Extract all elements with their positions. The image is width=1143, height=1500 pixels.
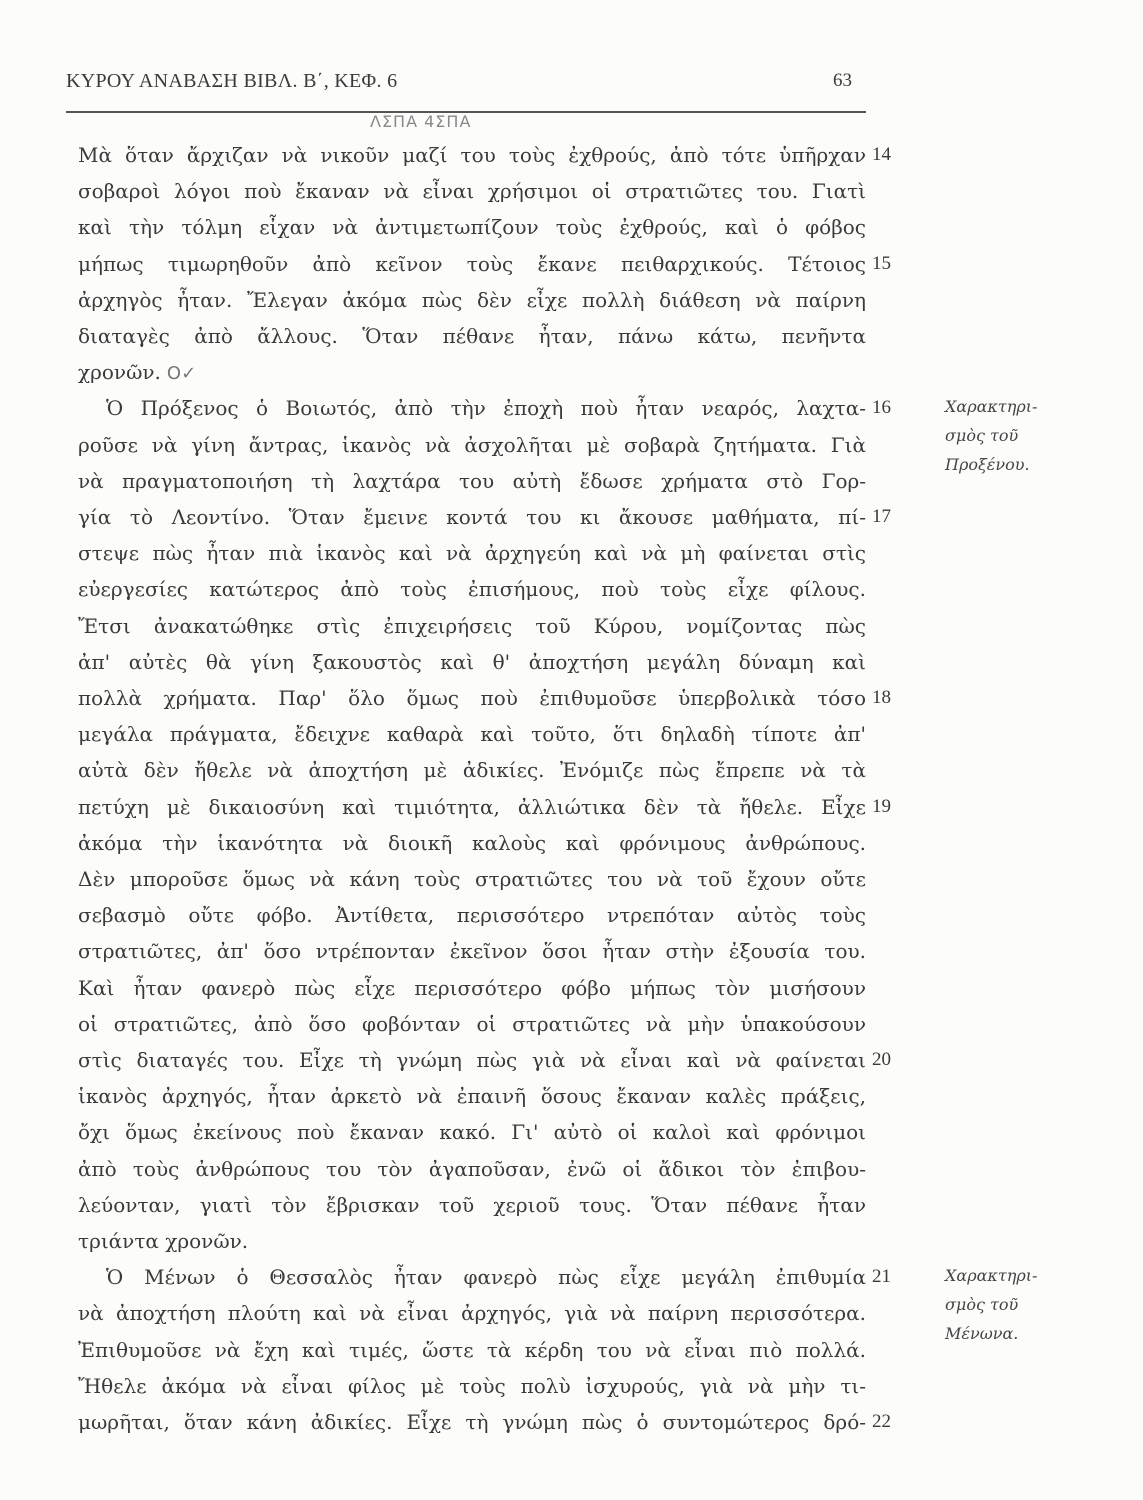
text-line-content: ἀκόμα τὴν ἱκανότητα νὰ διοικῆ καλοὺς καὶ φρόνιμους ἀνθρώπους. — [78, 830, 866, 855]
text-line — [78, 469, 866, 493]
text-line-content: ροῦσε νὰ γίνη ἄντρας, ἱκανὸς νὰ ἀσχολῆται μὲ σοβαρὰ ζητήματα. Γιὰ — [78, 432, 866, 457]
text-line — [78, 976, 866, 1000]
margin-note-line: σμὸς τοῦ — [945, 1295, 1019, 1315]
margin-note-line: σμὸς τοῦ — [945, 426, 1019, 446]
handwritten-check-mark: O✓ — [166, 363, 197, 385]
text-line — [78, 577, 866, 601]
text-line — [78, 324, 866, 348]
text-line — [78, 939, 866, 963]
text-line-content: μωρῆται, ὅταν κάνη ἀδικίες. Εἶχε τὴ γνώμη πὼς ὁ συντομώτερος δρό- — [78, 1410, 866, 1434]
margin-note — [945, 392, 1037, 479]
text-line — [78, 614, 866, 638]
text-line-content: ἀπ' αὐτὲς θὰ γίνη ξακουστὸς καὶ θ' ἀποχτήση μεγάλη δύναμη καὶ — [78, 649, 866, 674]
text-line-content: ἀπὸ τοὺς ἀνθρώπους του τὸν ἀγαποῦσαν, ἐνῶ οἱ ἄδικοι τὸν ἐπιβου- — [78, 1156, 866, 1181]
text-line-content: ὄχι ὅμως ἐκείνους ποὺ ἔκαναν κακό. Γι' αὐτὸ οἱ καλοὶ καὶ φρόνιμοι — [78, 1120, 866, 1145]
text-line-content: τριάντα χρονῶν. — [78, 1229, 249, 1253]
section-number: 22 — [872, 1411, 891, 1432]
text-line-content: εὐεργεσίες κατώτερος ἀπὸ τοὺς ἐπισήμους, ποὺ τοὺς εἶχε φίλους. — [78, 577, 866, 602]
text-line — [78, 1374, 866, 1398]
text-line — [78, 360, 866, 386]
text-line — [78, 903, 866, 927]
text-line-content: μεγάλα πράγματα, ἔδειχνε καθαρὰ καὶ τοῦτο, ὅτι δηλαδὴ τίποτε ἀπ' — [78, 722, 866, 747]
text-line-content: στρατιῶτες, ἀπ' ὅσο ντρέπονταν ἐκεῖνον ὅσοι ἦταν στὴν ἐξουσία του. — [78, 939, 866, 964]
text-line-content: μήπως τιμωρηθοῦν ἀπὸ κεῖνον τοὺς ἔκανε πειθαρχικούς. Τέτοιος — [78, 251, 866, 276]
text-line — [78, 179, 866, 203]
text-line-content: Ἔτσι ἀνακατώθηκε στὶς ἐπιχειρήσεις τοῦ Κύρου, νομίζοντας πὼς — [78, 613, 866, 638]
text-line-content: Ὁ Μένων ὁ Θεσσαλὸς ἦταν φανερὸ πὼς εἶχε μεγάλη ἐπιθυμία — [106, 1265, 866, 1290]
text-line-content: πετύχη μὲ δικαιοσύνη καὶ τιμιότητα, ἀλλιώτικα δὲν τὰ ἤθελε. Εἶχε — [78, 794, 866, 819]
text-line-content: ἀρχηγὸς ἦταν. Ἔλεγαν ἀκόμα πὼς δὲν εἶχε πολλὴ διάθεση νὰ παίρνη — [78, 287, 866, 312]
text-line — [78, 541, 866, 565]
text-line — [78, 1120, 866, 1144]
text-line — [78, 650, 866, 674]
text-line-content: λεύονταν, γιατὶ τὸν ἔβρισκαν τοῦ χεριοῦ τους. Ὅταν πέθανε ἦταν — [78, 1192, 866, 1217]
section-number: 18 — [872, 687, 891, 708]
section-number: 14 — [872, 144, 891, 165]
text-line — [78, 252, 866, 276]
text-line-content: οἱ στρατιῶτες, ἀπὸ ὅσο φοβόνταν οἱ στρατιῶτες νὰ μὴν ὑπακούσουν — [78, 1011, 866, 1036]
text-line-content: στεψε πὼς ἦταν πιὰ ἱκανὸς καὶ νὰ ἀρχηγεύη καὶ νὰ μὴ φαίνεται στὶς — [78, 541, 866, 566]
text-line-content: ἱκανὸς ἀρχηγός, ἦταν ἀρκετὸ νὰ ἐπαινῆ ὅσους ἔκαναν καλὲς πράξεις, — [78, 1084, 866, 1109]
text-line-content: Ὁ Πρόξενος ὁ Βοιωτός, ἀπὸ τὴν ἐποχὴ ποὺ ἦταν νεαρός, λαχτα- — [106, 396, 866, 421]
text-line-content: αὐτὰ δὲν ἤθελε νὰ ἀποχτήση μὲ ἀδικίες. Ἐνόμιζε πὼς ἔπρεπε νὰ τὰ — [78, 758, 866, 783]
text-line-content: γία τὸ Λεοντίνο. Ὅταν ἔμεινε κοντά του κι ἄκουσε μαθήματα, πί- — [78, 505, 866, 529]
text-line-content: Ἤθελε ἀκόμα νὰ εἶναι φίλος μὲ τοὺς πολὺ ἰσχυρούς, γιὰ νὰ μὴν τι- — [78, 1373, 866, 1398]
text-line — [78, 433, 866, 457]
text-line — [78, 1301, 866, 1325]
text-line-content: Ἐπιθυμοῦσε νὰ ἔχη καὶ τιμές, ὥστε τὰ κέρδη του νὰ εἶναι πιὸ πολλά. — [78, 1337, 866, 1362]
text-line — [78, 795, 866, 819]
text-line — [78, 1193, 866, 1217]
text-line-content: διαταγὲς ἀπὸ ἄλλους. Ὅταν πέθανε ἦταν, πάνω κάτω, πενῆντα — [78, 324, 866, 348]
text-line — [78, 1012, 866, 1036]
section-number: 21 — [872, 1266, 891, 1288]
text-line-content: χρονῶν. — [78, 360, 161, 385]
text-line-content: στὶς διαταγές του. Εἶχε τὴ γνώμη πὼς γιὰ νὰ εἶναι καὶ νὰ φαίνεται — [78, 1048, 866, 1072]
text-line — [78, 1229, 866, 1253]
margin-note-line: Χαρακτηρι- — [945, 1266, 1038, 1286]
text-line-content: πολλὰ χρήματα. Παρ' ὅλο ὅμως ποὺ ἐπιθυμοῦσε ὑπερβολικὰ τόσο — [78, 686, 866, 710]
text-line — [78, 1084, 866, 1108]
text-line — [78, 215, 866, 239]
text-line-content: Μὰ ὅταν ἄρχιζαν νὰ νικοῦν μαζί του τοὺς ἐχθρούς, ἀπὸ τότε ὑπῆρχαν — [78, 143, 866, 167]
text-line — [106, 396, 866, 420]
section-number: 19 — [872, 795, 891, 817]
section-number: 20 — [872, 1049, 891, 1070]
running-title: ΚΥΡΟΥ ΑΝΑΒΑΣΗ ΒΙΒΛ. Β΄, ΚΕΦ. 6 — [66, 70, 398, 92]
text-line-content: σεβασμὸ οὔτε φόβο. Ἀντίθετα, περισσότερο ντρεπόταν αὐτὸς τοὺς — [78, 903, 866, 928]
text-line — [78, 1048, 866, 1072]
section-number: 17 — [872, 506, 891, 527]
text-line — [78, 1410, 866, 1434]
page-number: 63 — [833, 70, 852, 91]
margin-note — [945, 1261, 1037, 1348]
text-line-content: σοβαροὶ λόγοι ποὺ ἔκαναν νὰ εἶναι χρήσιμοι οἱ στρατιῶτες του. Γιατὶ — [78, 179, 866, 204]
text-line — [78, 143, 866, 167]
section-number: 15 — [872, 252, 891, 274]
text-line — [78, 288, 866, 312]
handwritten-note: ΛΣΠΑ 4ΣΠΑ — [370, 112, 472, 131]
text-line — [78, 686, 866, 710]
text-line-content: καὶ τὴν τόλμη εἶχαν νὰ ἀντιμετωπίζουν τοὺς ἐχθρούς, καὶ ὁ φόβος — [78, 215, 866, 240]
text-line-content: Καὶ ἦταν φανερὸ πὼς εἶχε περισσότερο φόβο μήπως τὸν μισήσουν — [78, 975, 866, 1000]
text-line — [78, 1338, 866, 1362]
text-line — [106, 1265, 866, 1289]
text-line-content: νὰ πραγματοποιήση τὴ λαχτάρα του αὐτὴ ἔδωσε χρήματα στὸ Γορ- — [78, 468, 866, 493]
text-line — [78, 867, 866, 891]
margin-note-line: Μένωνα. — [945, 1324, 1019, 1344]
margin-note-line: Χαρακτηρι- — [945, 397, 1038, 417]
section-number: 16 — [872, 397, 891, 419]
text-line — [78, 758, 866, 782]
text-line — [78, 722, 866, 746]
text-line — [78, 1157, 866, 1181]
text-line-content: Δὲν μποροῦσε ὅμως νὰ κάνη τοὺς στρατιῶτες του νὰ τοῦ ἔχουν οὔτε — [78, 867, 866, 891]
text-line-content: νὰ ἀποχτήση πλούτη καὶ νὰ εἶναι ἀρχηγός, γιὰ νὰ παίρνη περισσότερα. — [78, 1301, 866, 1326]
margin-note-line: Προξένου. — [945, 455, 1030, 475]
text-line — [78, 505, 866, 529]
text-line — [78, 831, 866, 855]
